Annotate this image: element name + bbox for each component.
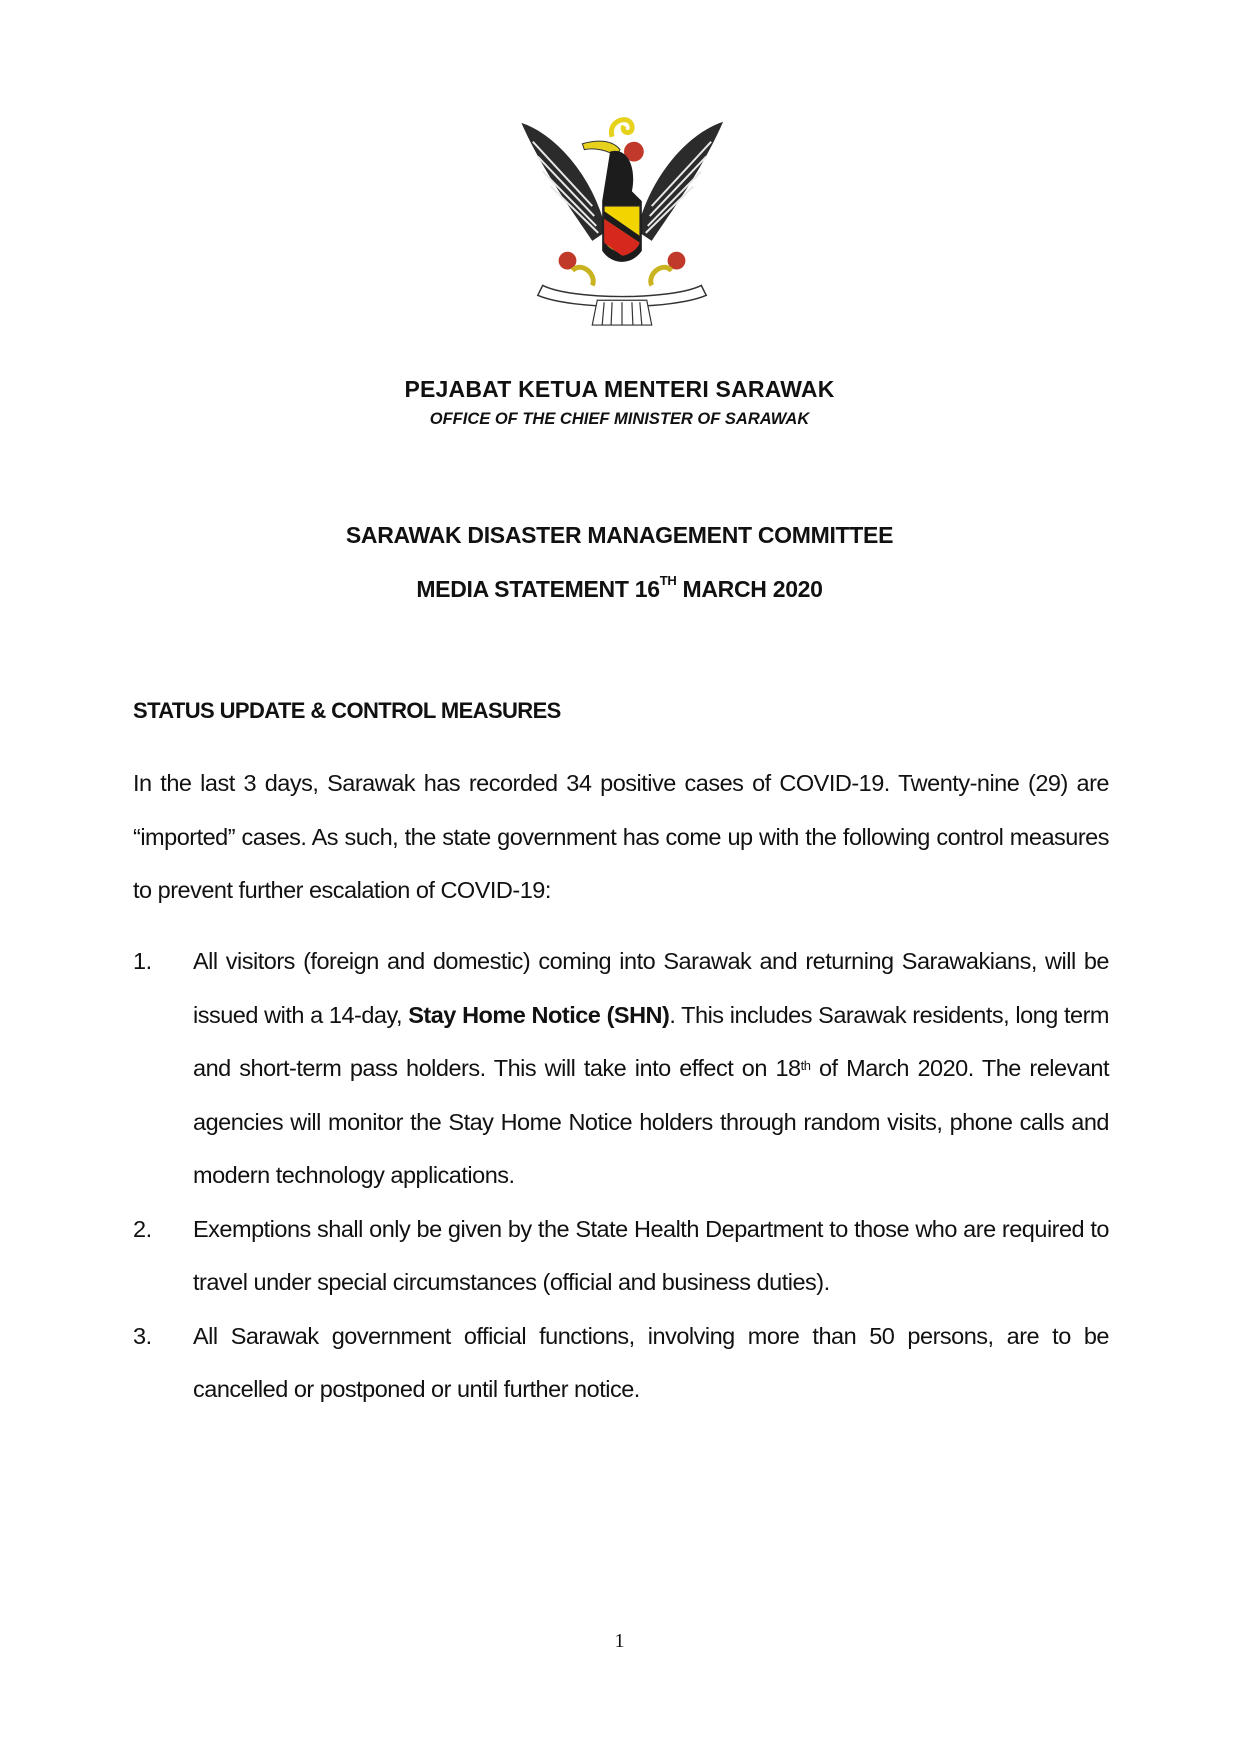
office-name-malay: PEJABAT KETUA MENTERI SARAWAK [404,376,835,402]
statement-date-title [0,573,1239,603]
list-text [193,935,1109,1203]
statement-suffix: MARCH 2020 [676,576,823,602]
sarawak-coat-of-arms-logo [513,112,731,330]
list-text: All Sarawak government official functions, involving more than 50 persons, are to be cancelled or postponed or until further notice. [193,1322,1109,1402]
list-item [133,1310,1109,1417]
list-number: 1. [133,948,152,974]
list-number: 3. [133,1322,152,1349]
text-segment: of March 2020. The relevant agencies will monitor the Stay Home Notice holders through random visits, phone calls and modern technology applications. [193,1055,1109,1188]
date-superscript: TH [659,573,677,588]
list-text: Exemptions shall only be given by the State Health Department to those who are required to travel under special circumstances (official and business duties). [193,1215,1109,1295]
measures-list [133,935,1109,1417]
office-name-english: OFFICE OF THE CHIEF MINISTER OF SARAWAK [429,410,810,428]
statement-prefix: MEDIA STATEMENT 16 [416,576,660,602]
text-segment: . This includes Sarawak residents, long term and short-term pass holders. This will take into effect on 18 [193,1001,1110,1081]
text-segment: All visitors (foreign and domestic) coming into Sarawak and returning Sarawakians, will be issued with a 14-day, [193,948,1109,1028]
section-heading: STATUS UPDATE & CONTROL MEASURES [133,698,561,723]
left-wing-icon [521,122,607,241]
right-wing-icon [637,122,723,241]
date-superscript: th [800,1058,811,1073]
shn-emphasis: Stay Home Notice (SHN) [408,1001,670,1028]
list-number: 2. [133,1215,152,1242]
list-item [133,1203,1109,1310]
page-number: 1 [614,1630,625,1652]
intro-paragraph: In the last 3 days, Sarawak has recorded 34 positive cases of COVID-19. Twenty-nine (29) are “imported” cases. As such, the state government has come up with the following control measures to prevent further escalation of COVID-19: [133,770,1109,903]
committee-title: SARAWAK DISASTER MANAGEMENT COMMITTEE [345,522,894,548]
list-item [133,935,1109,1203]
